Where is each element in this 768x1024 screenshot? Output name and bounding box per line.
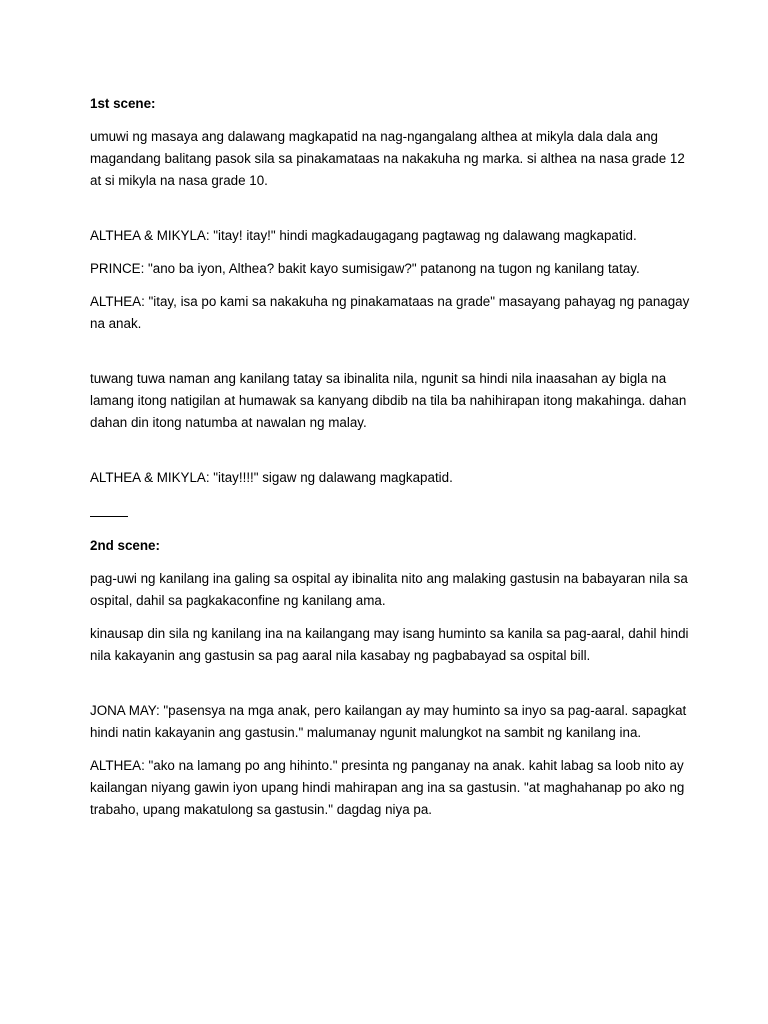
scene1-dialogue-1: ALTHEA & MIKYLA: "itay! itay!" hindi magkadaugagang pagtawag ng dalawang magkapatid. xyxy=(90,228,637,243)
scene1-paragraph-2: tuwang tuwa naman ang kanilang tatay sa ibinalita nila, ngunit sa hindi nila inaasahan ay bigla na lamang itong natigilan at humawak sa kanyang dibdib na tila ba nahihirapan itong makahinga. dahan dahan din itong natumba at nawalan ng malay. xyxy=(90,371,687,430)
scene2-dialogue-2: ALTHEA: "ako na lamang po ang hihinto." presinta ng panganay na anak. kahit labag sa loob nito ay kailangan niyang gawin iyon upang hindi mahirapan ang ina sa gastusin. "at maghahanap po ako ng trabaho, upang makatulong sa gastusin." dagdag niya pa. xyxy=(90,758,685,817)
scene1-heading: 1st scene: xyxy=(90,96,156,111)
document-page xyxy=(90,93,690,821)
scene1-dialogue-4: ALTHEA & MIKYLA: "itay!!!!" sigaw ng dalawang magkapatid. xyxy=(90,470,453,485)
scene2-paragraph-1: pag-uwi ng kanilang ina galing sa ospital ay ibinalita nito ang malaking gastusin na babayaran nila sa ospital, dahil sa pagkakaconfine ng kanilang ama. xyxy=(90,571,688,608)
scene2-dialogue-1: JONA MAY: "pasensya na mga anak, pero kailangan ay may huminto sa inyo sa pag-aaral. sapagkat hindi natin kakayanin ang gastusin." malumanay ngunit malungkot na sambit ng kanilang ina. xyxy=(90,703,687,740)
scene1-dialogue-2: PRINCE: "ano ba iyon, Althea? bakit kayo sumisigaw?" patanong na tugon ng kanilang tatay. xyxy=(90,261,640,276)
scene-divider xyxy=(90,516,128,517)
scene1-dialogue-3: ALTHEA: "itay, isa po kami sa nakakuha ng pinakamataas na grade" masayang pahayag ng panagay na anak. xyxy=(90,294,690,331)
scene1-paragraph-1: umuwi ng masaya ang dalawang magkapatid na nag-ngangalang althea at mikyla dala dala ang magandang balitang pasok sila sa pinakamataas na nakakuha ng marka. si althea na nasa grade 12 at si mikyla na nasa grade 10. xyxy=(90,129,685,188)
scene2-paragraph-2: kinausap din sila ng kanilang ina na kailangang may isang huminto sa kanila sa pag-aaral, dahil hindi nila kakayanin ang gastusin sa pag aaral nila kasabay ng pagbabayad sa ospital bill. xyxy=(90,626,689,663)
scene2-heading: 2nd scene: xyxy=(90,538,160,553)
